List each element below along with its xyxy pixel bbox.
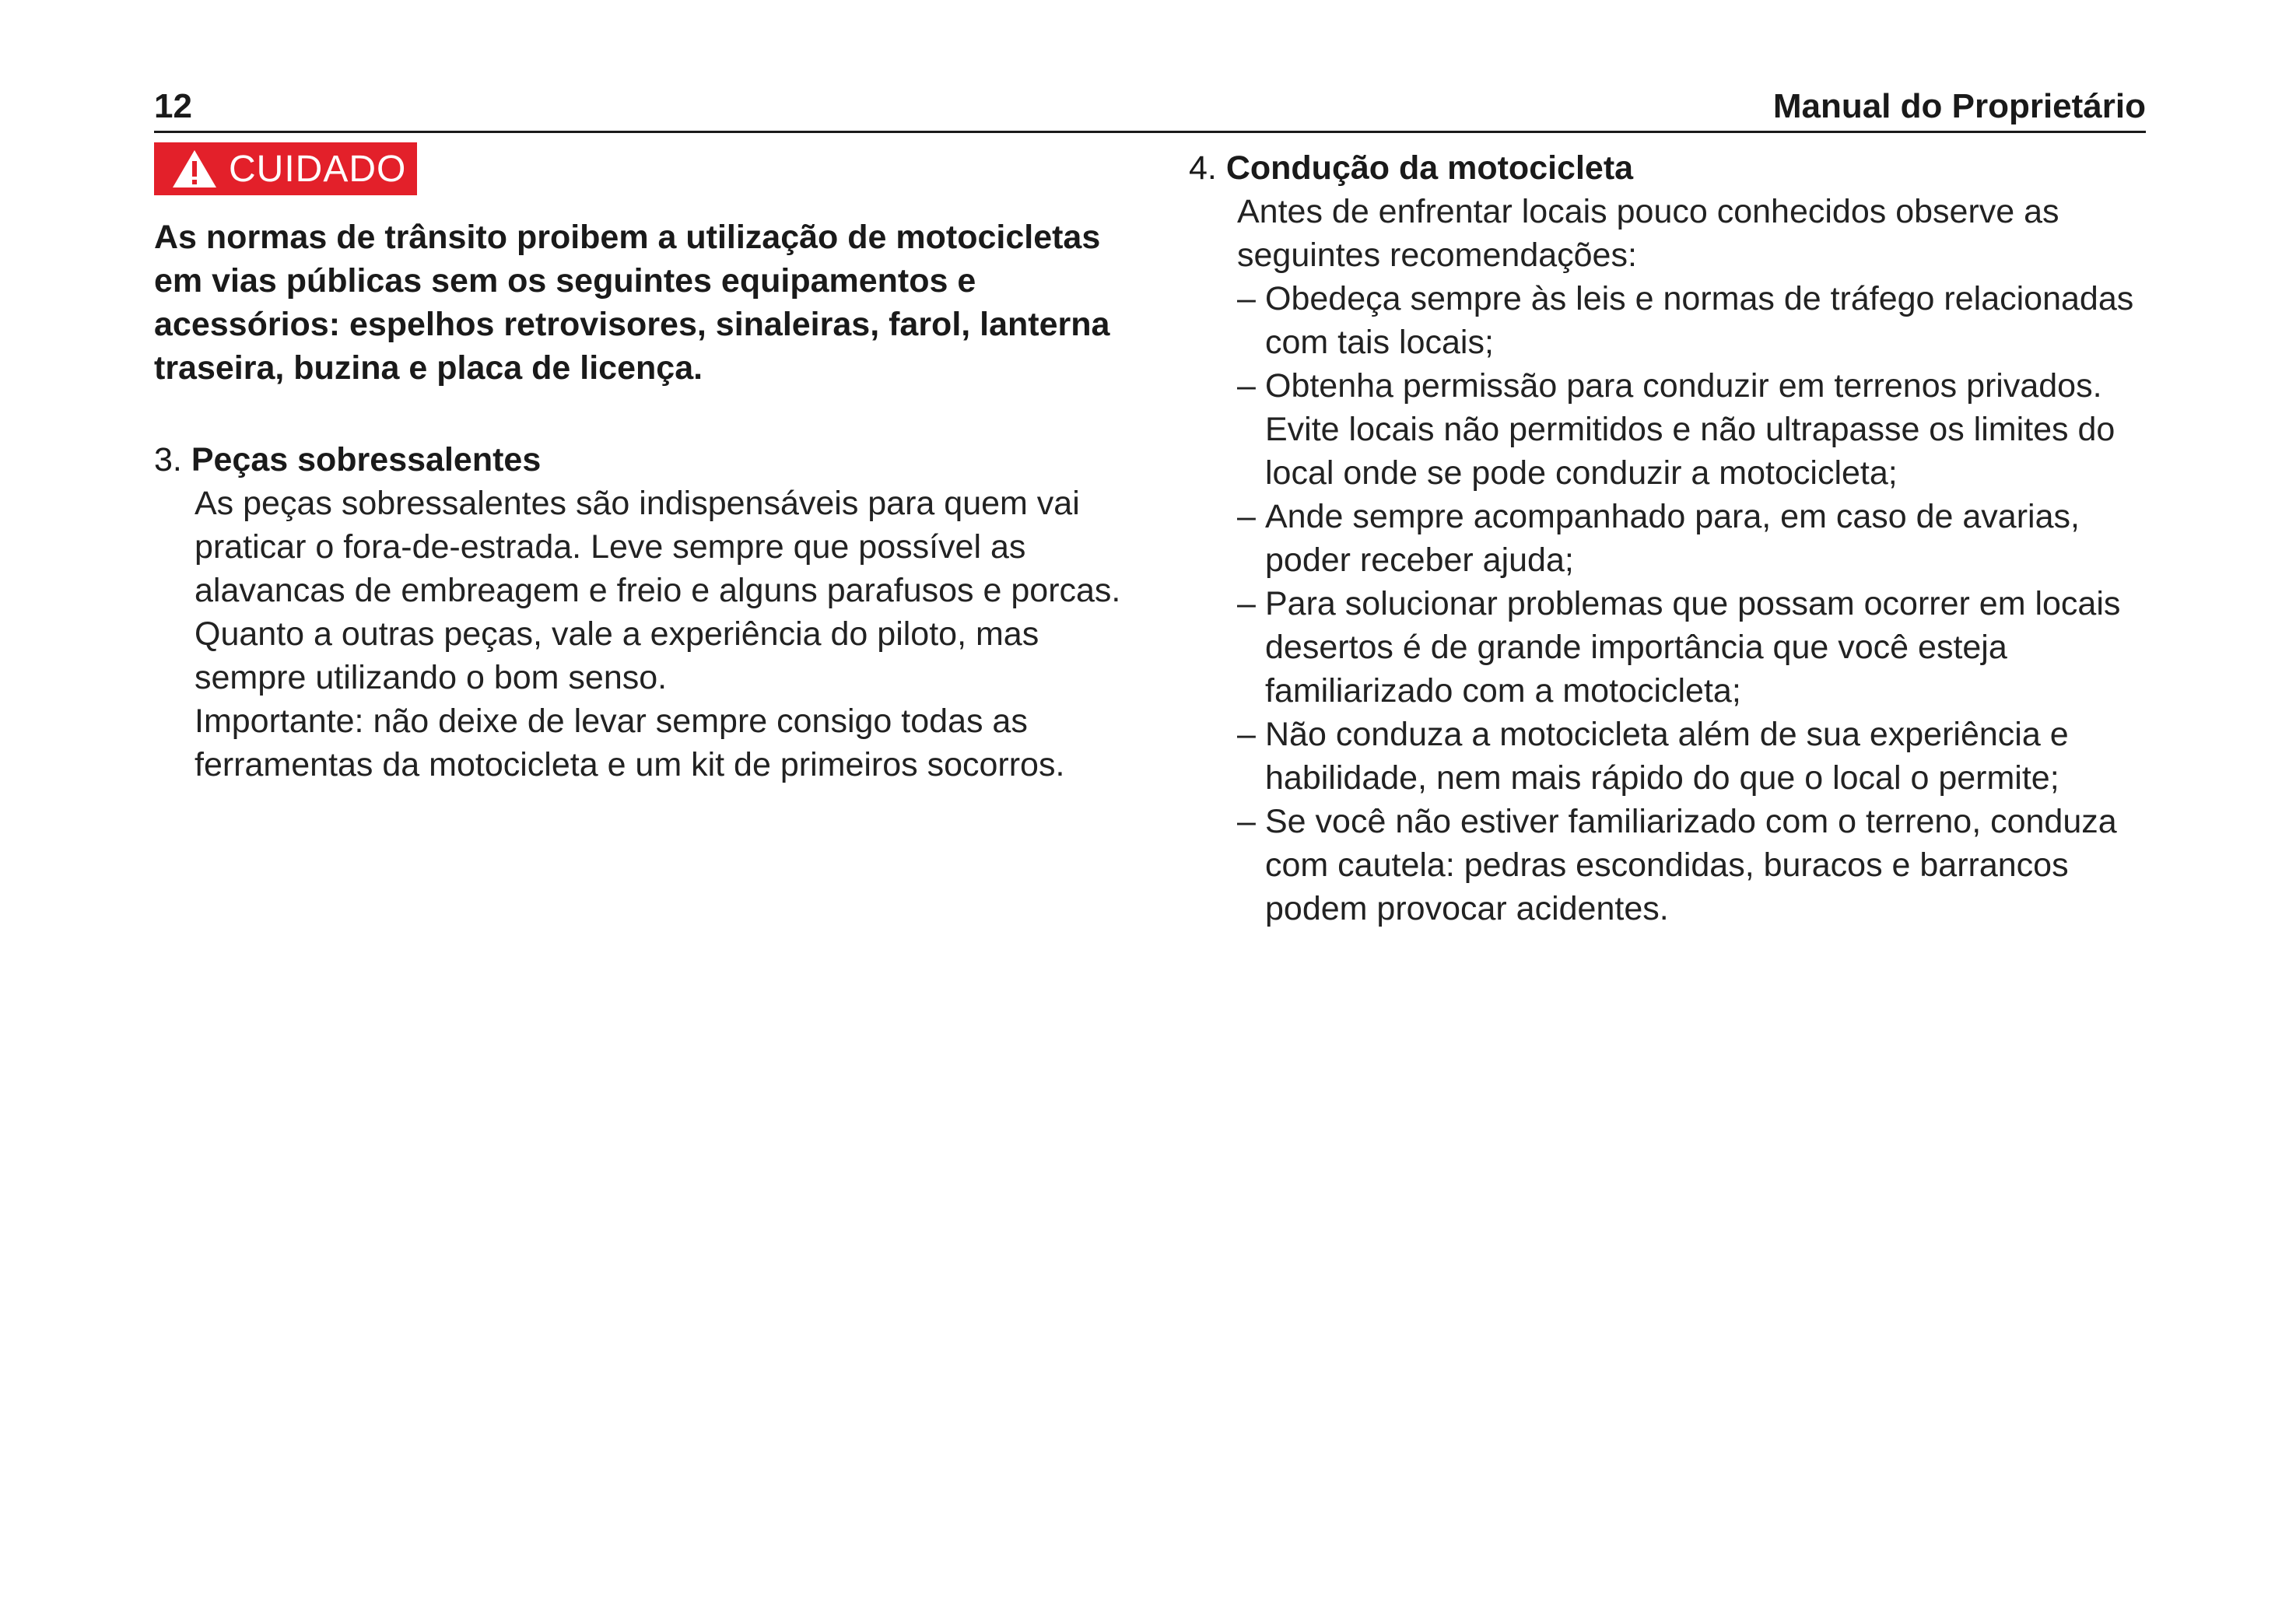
right-column [1189,146,2154,930]
intro-paragraph: Antes de enfrentar locais pouco conhecidos observe as seguintes recomendações: [1237,193,2059,274]
section-body [154,482,1134,787]
list-item-text: Obtenha permissão para conduzir em terrenos privados. Evite locais não permitidos e não ultrapasse os limites do local onde se pode conduzir a motocicleta; [1265,367,2115,492]
section-number: 3. [154,441,182,478]
bullet-dash: – [1237,280,1256,317]
paragraph: As peças sobressalentes são indispensáveis para quem vai praticar o fora-de-estrada. Leve sempre que possível as alavancas de embreagem e freio e alguns parafusos e porcas. Quanto a outras peças, vale a experiência do piloto, mas sempre utilizando o bom senso. [195,485,1121,696]
recommendation-list [1237,277,2154,930]
bullet-dash: – [1237,585,1256,622]
section-spare-parts [154,438,1134,787]
list-item-text: Se você não estiver familiarizado com o terreno, conduza com cautela: pedras escondidas, buracos e barrancos podem provocar acidentes. [1265,803,2117,927]
list-item [1237,582,2154,713]
left-column [154,142,1134,787]
section-body [1189,190,2154,930]
bullet-dash: – [1237,716,1256,753]
list-item-text: Obedeça sempre às leis e normas de tráfego relacionadas com tais locais; [1265,280,2134,361]
caution-text: As normas de trânsito proibem a utilização de motocicletas em vias públicas sem os seguintes equipamentos e acessórios: espelhos retrovisores, sinaleiras, farol, lanterna traseira, buzina e placa de licença. [154,219,1110,387]
section-riding [1189,146,2154,930]
section-title: Peças sobressalentes [191,441,542,478]
caution-badge [154,142,417,195]
list-item [1237,364,2154,495]
bullet-dash: – [1237,803,1256,840]
section-heading [1189,146,2154,190]
list-item [1237,800,2154,930]
bullet-dash: – [1237,498,1256,535]
bullet-dash: – [1237,367,1256,405]
list-item [1237,495,2154,582]
list-item-text: Não conduza a motocicleta além de sua experiência e habilidade, nem mais rápido do que o local o permite; [1265,716,2069,797]
page-number: 12 [154,87,192,125]
paragraph: Importante: não deixe de levar sempre consigo todas as ferramentas da motocicleta e um kit de primeiros socorros. [195,703,1065,783]
section-number: 4. [1189,149,1217,187]
page-header [154,81,2146,133]
warning-triangle-icon [171,148,218,190]
section-title: Condução da motocicleta [1225,149,1634,187]
list-item-text: Para solucionar problemas que possam ocorrer em locais desertos é de grande importância que você esteja familiarizado com a motocicleta; [1265,585,2121,710]
running-title: Manual do Proprietário [1772,87,2146,125]
list-item [1237,277,2154,364]
list-item [1237,713,2154,800]
section-heading [154,438,1134,482]
caution-label: CUIDADO [229,148,407,190]
list-item-text: Ande sempre acompanhado para, em caso de avarias, poder receber ajuda; [1265,498,2080,579]
